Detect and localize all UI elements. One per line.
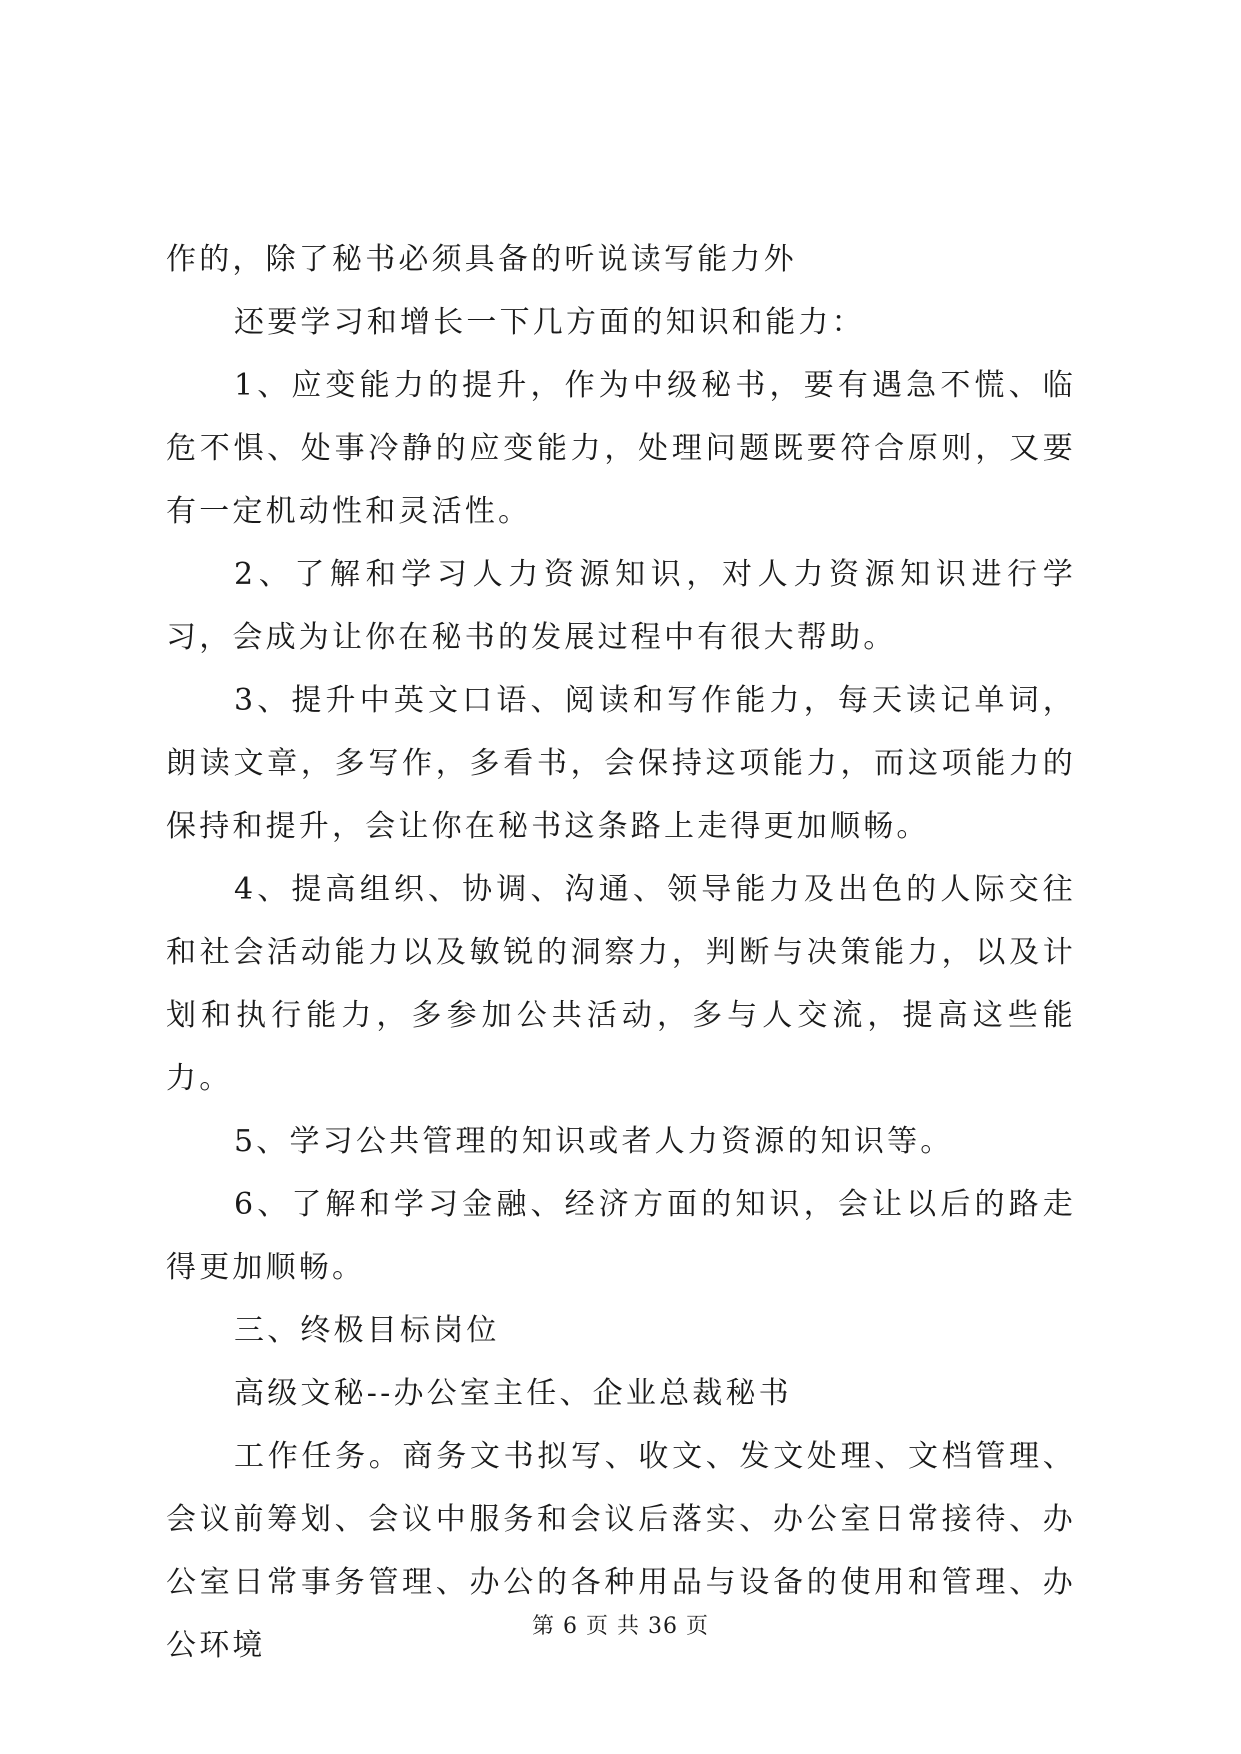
section-heading: 三、终极目标岗位 — [234, 1313, 500, 1348]
paragraph-item-6: 6、了解和学习金融、经济方面的知识，会让以后的路走得更加顺畅。 — [166, 1187, 1076, 1285]
paragraph-item-5: 5、学习公共管理的知识或者人力资源的知识等。 — [234, 1124, 954, 1159]
paragraph-continuation: 作的，除了秘书必须具备的听说读写能力外 — [166, 242, 797, 277]
paragraph-tasks: 工作任务。商务文书拟写、收文、发文处理、文档管理、会议前筹划、会议中服务和会议后落实、办公室日常接待、办公室日常事务管理、办公的各种用品与设备的使用和管理、办公环境 — [166, 1439, 1076, 1663]
page-footer: 第 6 页 共 36 页 — [532, 1614, 709, 1639]
paragraph-item-3: 3、提升中英文口语、阅读和写作能力，每天读记单词，朗读文章，多写作，多看书，会保持这项能力，而这项能力的保持和提升，会让你在秘书这条路上走得更加顺畅。 — [166, 683, 1076, 844]
paragraph-item-1: 1、应变能力的提升，作为中级秘书，要有遇急不慌、临危不惧、处事冷静的应变能力，处理问题既要符合原则，又要有一定机动性和灵活性。 — [166, 368, 1076, 529]
paragraph-item-4: 4、提高组织、协调、沟通、领导能力及出色的人际交往和社会活动能力以及敏锐的洞察力，判断与决策能力，以及计划和执行能力，多参加公共活动，多与人交流，提高这些能力。 — [166, 872, 1076, 1096]
paragraph-intro: 还要学习和增长一下几方面的知识和能力： — [234, 305, 865, 340]
position-title: 高级文秘--办公室主任、企业总裁秘书 — [234, 1376, 792, 1411]
document-body — [166, 228, 1076, 1677]
paragraph-item-2: 2、了解和学习人力资源知识，对人力资源知识进行学习，会成为让你在秘书的发展过程中有很大帮助。 — [166, 557, 1076, 655]
